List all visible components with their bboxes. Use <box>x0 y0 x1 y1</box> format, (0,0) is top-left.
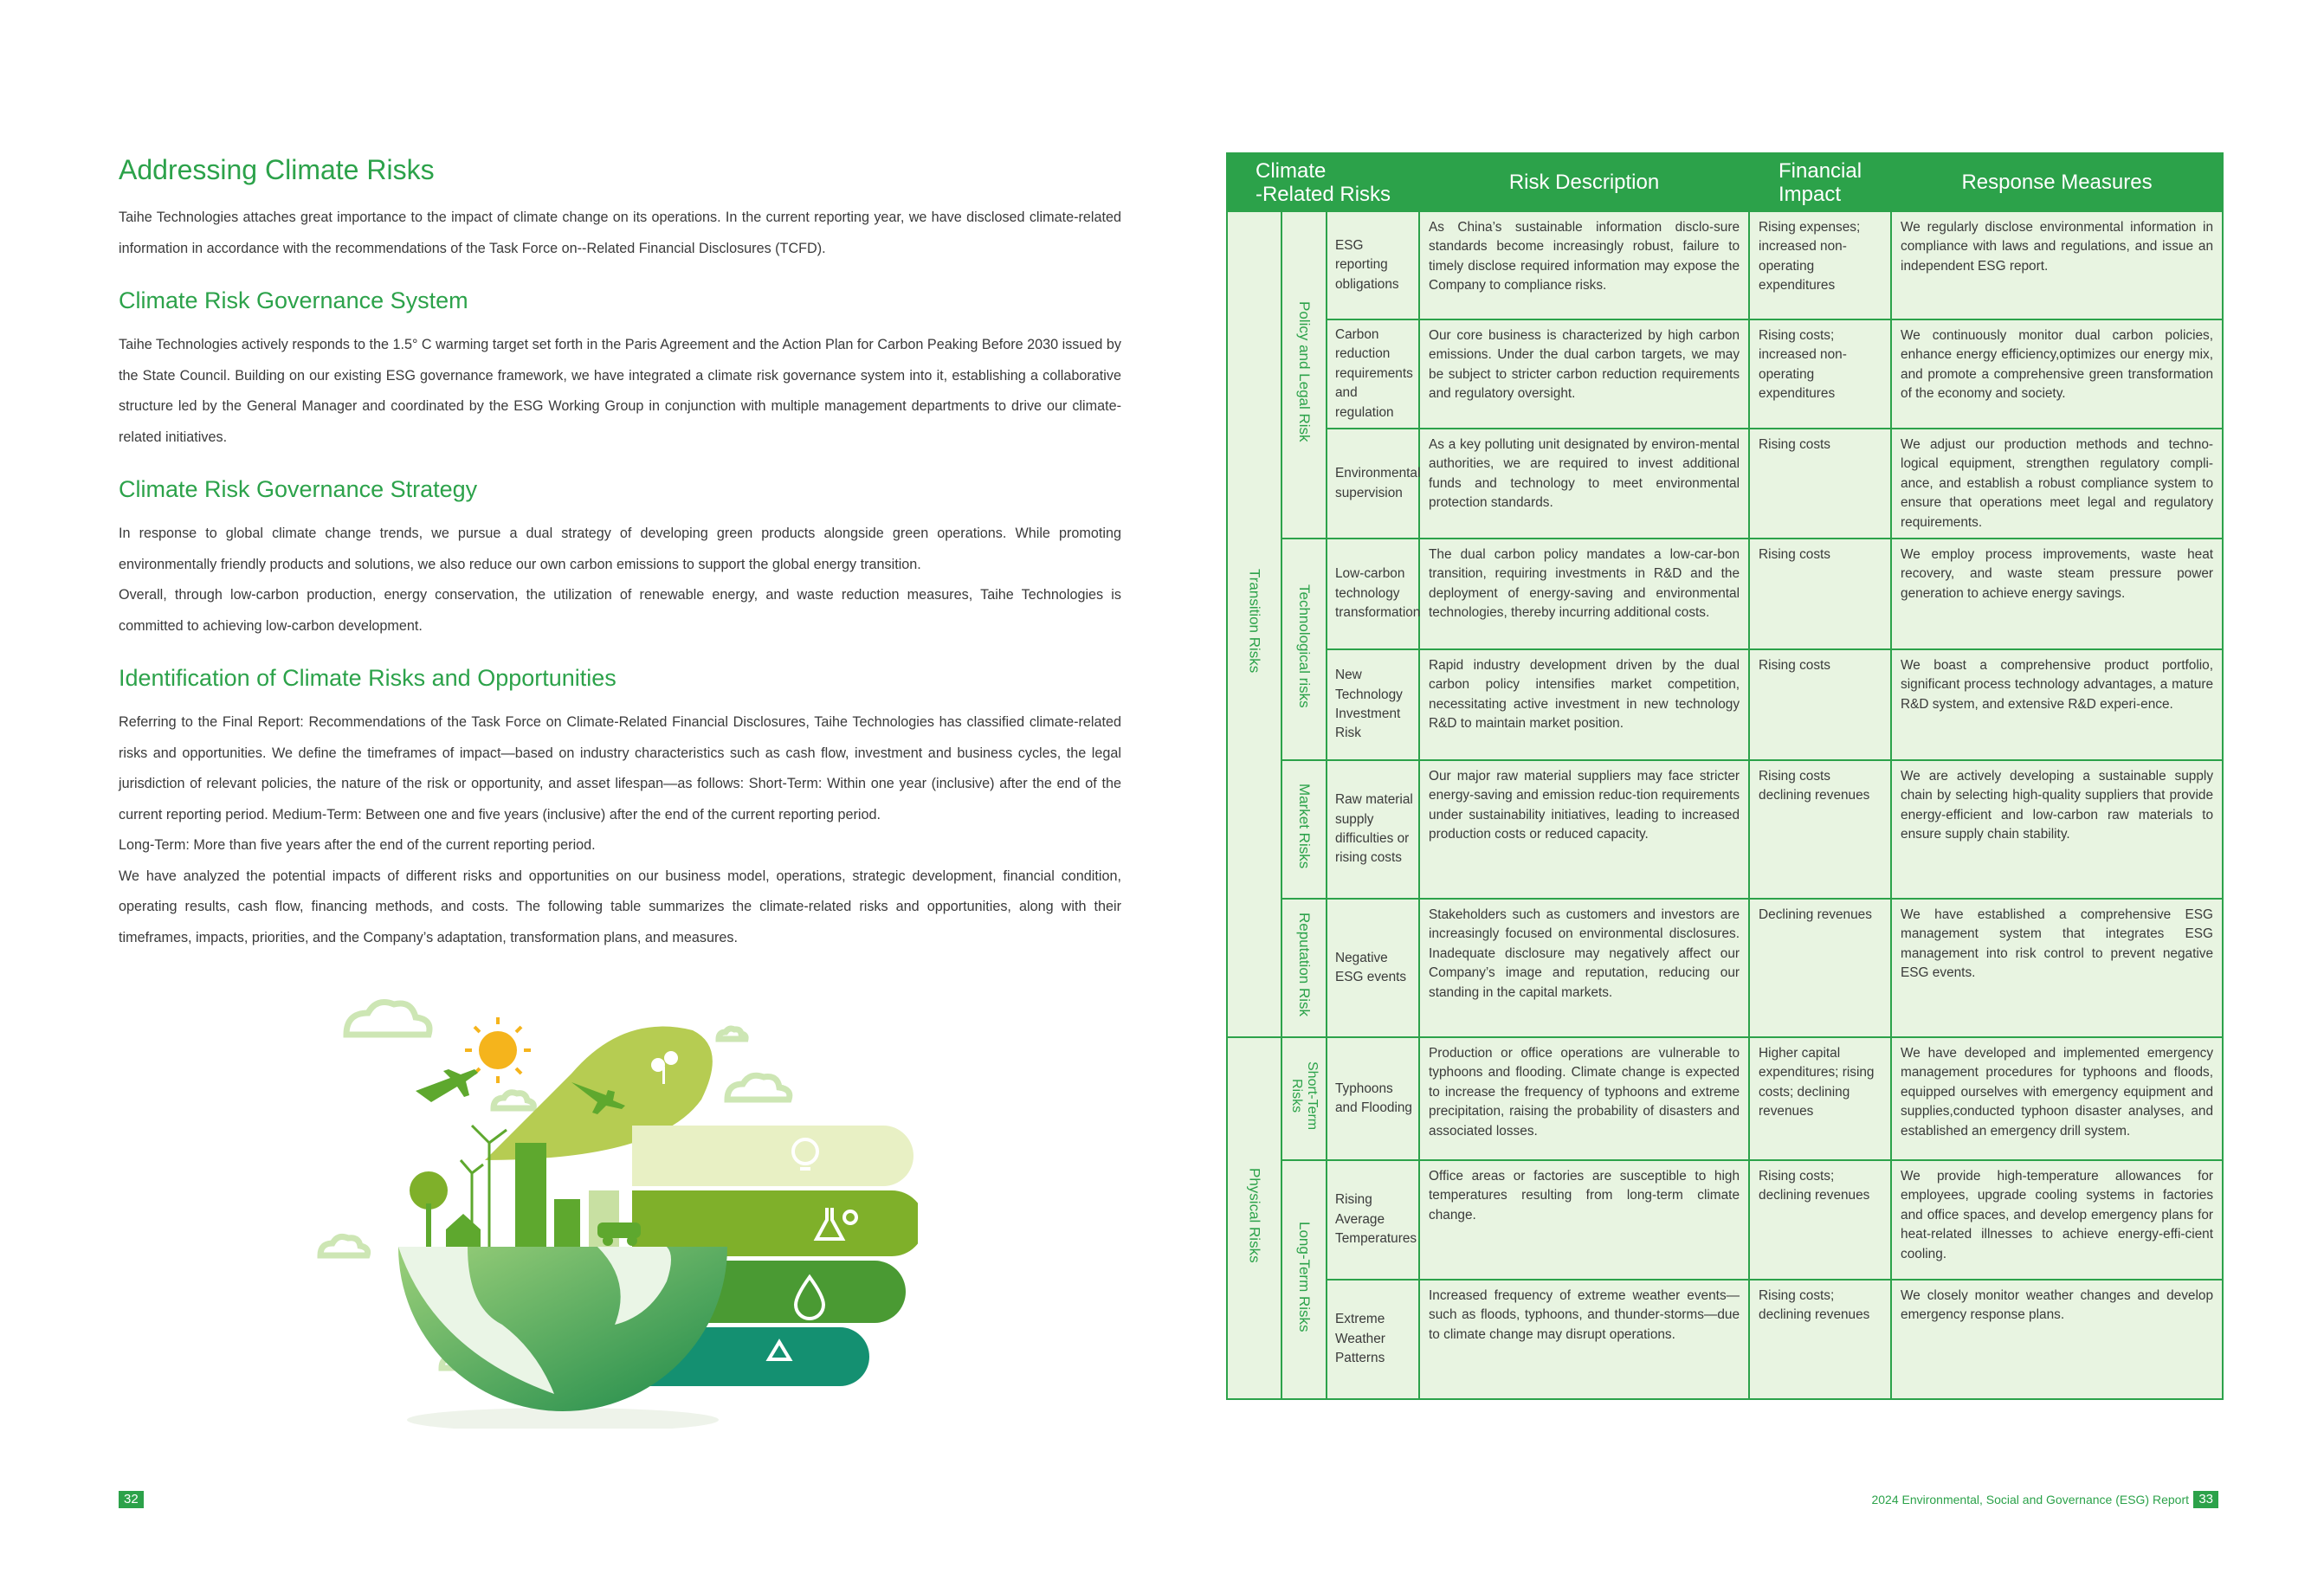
header-climate-related-risks: Climate -Related Risks <box>1227 153 1419 211</box>
table-row <box>1227 760 2223 899</box>
subcategory-short-term: Short-Term Risks <box>1281 1037 1327 1160</box>
risk-description: The dual carbon policy mandates a low-car-bon transition, requiring investments in R&D and the deployment of energy-saving and environmental technologies, thereby incurring additional costs. <box>1419 539 1749 649</box>
identification-paragraph-1: Referring to the Final Report: Recommendations of the Task Force on Climate-Related Financial Disclosures, Taihe Technologies has classified climate-related risks and opportunities. We define the timeframes of impact—based on industry characteristics such as cash flow, investment and business cycles, the legal jurisdiction of relevant policies, the nature of the risk or opportunity, and asset lifespan—as follows: Short-Term: Within one year (inclusive) after the end of the current reporting period. Medium-Term: Between one and five years (inclusive) after the end of the current reporting period. <box>119 714 1121 823</box>
risk-name: Low-carbon technology transformation <box>1327 539 1419 649</box>
table-row <box>1227 649 2223 760</box>
risk-name: Rising Average Temperatures <box>1327 1160 1419 1280</box>
risk-name: ESG reporting obligations <box>1327 211 1419 319</box>
financial-impact: Rising expenses; increased non-operating expenditures <box>1749 211 1891 319</box>
identification-paragraph-3: We have analyzed the potential impacts of different risks and opportunities on our business model, operations, strategic development, financial condition, operating results, cash flow, financing methods, and costs. The following table summarizes the climate-related risks and opportunities, along with their timeframes, impacts, priorities, and the Company’s adaptation, transformation plans, and measures. <box>119 868 1121 945</box>
left-page <box>119 149 1121 953</box>
table-row <box>1227 211 2223 319</box>
header-response-measures: Response Measures <box>1891 153 2223 211</box>
subcategory-long-term: Long-Term Risks <box>1281 1160 1327 1399</box>
green-earth-illustration <box>312 996 918 1429</box>
financial-impact: Rising costs <box>1749 649 1891 760</box>
response-measures: We regularly disclose environmental information in compliance with laws and regulations, and issue an independent ESG report. <box>1891 211 2223 319</box>
risk-name: Extreme Weather Patterns <box>1327 1280 1419 1399</box>
response-measures: We continuously monitor dual carbon policies, enhance energy efficiency,optimizes our energy mix, and promote a comprehensive green transformation of the economy and society. <box>1891 319 2223 429</box>
risk-description: Rapid industry development driven by the dual carbon policy intensifies market competition, necessitating active investment in new technology R&D to maintain market position. <box>1419 649 1749 760</box>
section-title-identification: Identification of Climate Risks and Opportunities <box>119 665 617 691</box>
table-header-row <box>1227 153 2223 211</box>
risk-description: As China’s sustainable information disclo-sure standards become increasingly robust, failure to timely disclose required information may expose the Company to compliance risks. <box>1419 211 1749 319</box>
subcategory-technological: Technological risks <box>1281 539 1327 760</box>
subcategory-reputation: Reputation Risk <box>1281 899 1327 1037</box>
risk-description: Stakeholders such as customers and investors are increasingly focused on environmental disclosures. Inadequate disclosure may negatively affect our Company’s image and reputation, reducing our standing in the capital markets. <box>1419 899 1749 1037</box>
header-risk-description: Risk Description <box>1419 153 1749 211</box>
response-measures: We employ process improvements, waste heat recovery, and waste steam pressure power generation to achieve energy savings. <box>1891 539 2223 649</box>
table-row <box>1227 1160 2223 1280</box>
risk-name: Negative ESG events <box>1327 899 1419 1037</box>
subcategory-policy-legal: Policy and Legal Risk <box>1281 211 1327 539</box>
response-measures: We boast a comprehensive product portfolio, significant process technology advantages, a mature R&D system, and extensive R&D experi-ence. <box>1891 649 2223 760</box>
response-measures: We are actively developing a sustainable supply chain by selecting high-quality suppliers that provide energy-efficient and low-carbon raw materials to ensure supply chain stability. <box>1891 760 2223 899</box>
table-row <box>1227 429 2223 539</box>
response-measures: We adjust our production methods and techno-logical equipment, strengthen regulatory compli-ance, and establish a robust compliance system to ensure that operations meet legal and regulatory requirements. <box>1891 429 2223 539</box>
globe-icon <box>398 1247 727 1429</box>
airplane-icon <box>416 1069 478 1102</box>
identification-paragraph-2: Long-Term: More than five years after the end of the current reporting period. <box>119 837 596 853</box>
section-title-governance-strategy: Climate Risk Governance Strategy <box>119 476 478 502</box>
header-financial-impact: Financial Impact <box>1749 153 1891 211</box>
page-number-left: 32 <box>119 1491 144 1508</box>
intro-paragraph: Taihe Technologies attaches great importance to the impact of climate change on its operations. In the current reporting year, we have disclosed climate-related information in accordance with the recommendations of the Task Force on--Related Financial Disclosures (TCFD). <box>119 210 1121 256</box>
governance-strategy-paragraph-1: In response to global climate change trends, we pursue a dual strategy of developing green products alongside green operations. While promoting environmentally friendly products and solutions, we also reduce our own carbon emissions to support the global energy transition. <box>119 526 1121 572</box>
risk-description: Our core business is characterized by high carbon emissions. Under the dual carbon targets, we may be subject to stricter carbon reduction requirements and regulatory oversight. <box>1419 319 1749 429</box>
climate-risk-table-container <box>1226 152 2222 1400</box>
financial-impact: Rising costs; declining revenues <box>1749 1160 1891 1280</box>
financial-impact: Rising costs <box>1749 429 1891 539</box>
response-measures: We have developed and implemented emergency management procedures for typhoons and floods, equipped ourselves with emergency equipment and supplies,conducted typhoon disaster analyses, and established an emergency drill system. <box>1891 1037 2223 1160</box>
risk-name: Typhoons and Flooding <box>1327 1037 1419 1160</box>
financial-impact: Rising costs; increased non-operating expenditures <box>1749 319 1891 429</box>
category-transition-risks: Transition Risks <box>1227 211 1281 1037</box>
category-physical-risks: Physical Risks <box>1227 1037 1281 1399</box>
risk-description: As a key polluting unit designated by environ-mental authorities, we are required to invest additional funds and technology to meet environmental protection standards. <box>1419 429 1749 539</box>
page-number-right: 33 <box>2193 1491 2218 1508</box>
risk-description: Office areas or factories are susceptible to high temperatures resulting from long-term climate change. <box>1419 1160 1749 1280</box>
governance-system-paragraph: Taihe Technologies actively responds to the 1.5° C warming target set forth in the Paris Agreement and the Action Plan for Carbon Peaking Before 2030 issued by the State Council. Building on our existing ESG governance framework, we have integrated a climate risk governance system into it, establishing a collaborative structure led by the General Manager and coordinated by the ESG Working Group in conjunction with multiple management departments to drive our climate-related initiatives. <box>119 337 1121 445</box>
financial-impact: Rising costs; declining revenues <box>1749 1280 1891 1399</box>
risk-name: New Technology Investment Risk <box>1327 649 1419 760</box>
response-measures: We closely monitor weather changes and develop emergency response plans. <box>1891 1280 2223 1399</box>
financial-impact: Higher capital expenditures; rising costs; declining revenues <box>1749 1037 1891 1160</box>
report-title-footer: 2024 Environmental, Social and Governance (ESG) Report <box>1871 1493 2189 1506</box>
financial-impact: Rising costs declining revenues <box>1749 760 1891 899</box>
climate-risk-table <box>1226 152 2224 1400</box>
governance-strategy-paragraph-2: Overall, through low-carbon production, energy conservation, the utilization of renewable energy, and waste reduction measures, Taihe Technologies is committed to achieving low-carbon development. <box>119 587 1121 634</box>
risk-name: Carbon reduction requirements and regulation <box>1327 319 1419 429</box>
response-measures: We have established a comprehensive ESG management system that integrates ESG management into risk control to prevent negative ESG events. <box>1891 899 2223 1037</box>
subcategory-market: Market Risks <box>1281 760 1327 899</box>
financial-impact: Rising costs <box>1749 539 1891 649</box>
table-row <box>1227 1280 2223 1399</box>
table-row <box>1227 319 2223 429</box>
risk-description: Our major raw material suppliers may face stricter energy-saving and emission reduc-tion requirements under sustainability initiatives, leading to increased production costs or reduced capacity. <box>1419 760 1749 899</box>
financial-impact: Declining revenues <box>1749 899 1891 1037</box>
response-measures: We provide high-temperature allowances for employees, upgrade cooling systems in factories and office spaces, and develop emergency plans for heat-related illnesses to achieve energy-effi-cient cooling. <box>1891 1160 2223 1280</box>
table-row <box>1227 899 2223 1037</box>
risk-name: Environmental supervision <box>1327 429 1419 539</box>
table-row <box>1227 1037 2223 1160</box>
page-title: Addressing Climate Risks <box>119 154 435 185</box>
risk-description: Production or office operations are vulnerable to typhoons and flooding. Climate change is expected to increase the frequency of typhoons and extreme precipitation, raising the probability of disasters and associated losses. <box>1419 1037 1749 1160</box>
risk-description: Increased frequency of extreme weather events—such as floods, typhoons, and thunder-storms—due to climate change may disrupt operations. <box>1419 1280 1749 1399</box>
section-title-governance-system: Climate Risk Governance System <box>119 287 468 313</box>
table-row <box>1227 539 2223 649</box>
risk-name: Raw material supply difficulties or rising costs <box>1327 760 1419 899</box>
